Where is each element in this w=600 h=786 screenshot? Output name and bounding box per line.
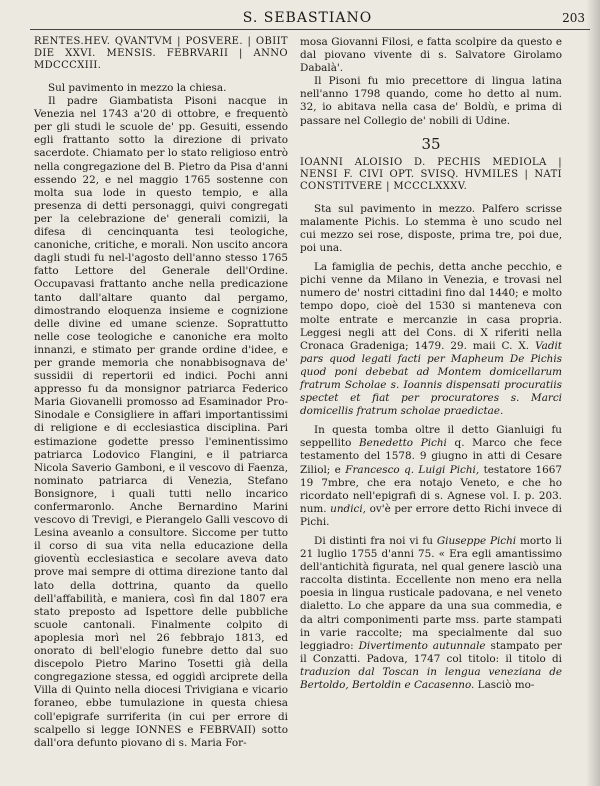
italic-word: undici, [330, 502, 366, 515]
family-history [300, 261, 562, 418]
page-gutter-shadow [586, 0, 600, 786]
burials-text-d: ov'è per errore detto Richi invece di Pichi. [300, 502, 562, 528]
pichi-text-d: Lasciò mo- [477, 679, 535, 692]
work-title: traduzion dal Toscan in lengua veneziana de Bertoldo, Bertoldin e Cacasenno. [300, 665, 562, 692]
work-title: Divertimento autunnale [358, 639, 486, 652]
inscription-end: RENTES.HEV. QVANTVM | POSVERE. | OBIIT DIE XXVI. MENSIS. FEBRVARII | ANNO MDCCCXIII. [34, 36, 288, 71]
running-head [30, 10, 585, 28]
right-column [300, 36, 562, 692]
entry-number: 35 [421, 134, 441, 153]
pisoni-biography: Il padre Giambatista Pisoni nacque in Venezia nel 1743 a'20 di ottobre, e frequentò per gli studi le scuole de' pp. Gesuiti, essendo egli frattanto sotto la direzione di privato sacerdote. Chiamato per lo stato religioso entrò nella congregazione del B. Pietro da Pisa d'anni essendo 22, e nel maggio 1765 sostenne con molta sua lode in questo tempio, e alla presenza di detti personaggi, quivi congregati per la celebrazione de' generali comizii, la difesa di cencinquanta tesi teologiche, canoniche, critiche, e morali. Non uscito ancora dagli studi fu nel-l'agosto dell'anno stesso 1765 fatto Lettore del Generale dell'Ordine. Occupavasi frattanto anche nella predicazione tanto dall'altare quanto dal pergamo, dimostrando eloquenza insieme e cognizione delle divine ed umane scienze. Soprattutto nelle cose teologiche e canoniche era molto innanzi, e stimato per grande ordine d'idee, e per grande memoria che nonabbisognava de' sussidii di repertorii ed indici. Pochi anni appresso fu da monsignor patriarca Federico Maria Giovanelli promosso ad Esaminador Pro-Sinodale e Consigliere in affari importantissimi di religione e di ecclesiastica disciplina. Pari estimazione godette presso l'eminentissimo patriarca Lodovico Flangini, e il patriarca Nicola Saverio Gamboni, e il vescovo di Faenza, nominato patriarca di Venezia, Stefano Bonsignore, i quali tutti nello incarico confermaronlo. Anche Bernardino Marini vescovo di Trevigi, e Pierangelo Galli vescovo di Lesina aveanlo a consultore. Siccome per tutto il corso di sua vita nella educazione della gioventù ecclesiastica e secolare aveva dato prove mai sempre di ottima direzione tanto dal lato della dottrina, quanto da quello dell'affabilità, e maniera, così fin dal 1807 era stato preposto ad Ispettore delle pubbliche scuole cantonali. Finalmente colpito di apoplesia morì nel 26 febbrajo 1813, ed onorato di bell'elogio funebre detto dal suo discepolo Pietro Marino Tosetti già della congregazione stessa, ed oggidì arciprete della Villa di Quinto nella diocesi Trivigiana e vicario foraneo, ebbe tumulazione in questa chiesa coll'epigrafe surriferita (in cui per errore di scalpello si legge IONNES e FEBRVAII) sotto dall'ora defunto piovano di s. Maria For- [34, 95, 289, 749]
inscription-pechis: IOANNI ALOISIO D. PECHIS MEDIOLA | NENSI F. CIVI OPT. SVISQ. HVMILES | NATI CONSTITVERE | MCCCLXXXV. [300, 156, 562, 192]
pichi-text-c: stampato per il Conzatti. Padova, 1747 col titolo: il titolo di [300, 639, 563, 665]
family-history-text: La famiglia de pechis, detta anche pecchio, e pichi venne da Milano in Venezia, e trovasi nel numero de' nostri cittadini fino dal 1440; e molto tempo dopo, cioè del 1530 si manteneva con molte entrate e mercanzie in casa propria. Leggesi negli att del Cons. di X riferiti nella Cronaca Gradeniga; 1479. 29. maii C. X. [300, 261, 562, 352]
burials-text-c: testatore 1667 19 7mbre, che era notajo Veneto, e che ho ricordato nell'epigrafi di s. Agnese vol. I. p. 203. num. [300, 463, 562, 515]
biography-continuation: mosa Giovanni Filosi, e fatta scolpire da questo e dal piovano vivente di s. Salvatore Girolamo Dabalà'. [300, 36, 562, 75]
person-name: Benedetto Pichi [359, 437, 447, 450]
person-name: Giuseppe Pichi [436, 535, 517, 547]
pichi-text-b: morto li 21 luglio 1755 d'anni 75. « Era egli amantissimo dell'antichità figurata, nel qual genere lasciò una raccolta distinta. Eccellente non meno era nella poesia in lingua rusticale padovana, e nel veneto dialetto. Lo che appare da una sua commedia, e da altri componimenti parte mss. parte stampati in varie raccolte; ma specialmente dal suo leggiadro: [300, 535, 562, 652]
location-note: Sul pavimento in mezzo la chiesa. [48, 82, 227, 94]
tomb-description: Sta sul pavimento in mezzo. Palfero scrisse malamente Pichis. Lo stemma è uno scudo nel cui mezzo sei rose, disposte, prima tre, poi due, poi una. [300, 202, 562, 255]
page-number: 203 [562, 11, 585, 25]
latin-quote: Vadit pars quod legati facti per Mapheum De Pichis quod poni debebat ad Montem domicellarum fratrum Scholae s. Ioannis dispensati procuratiis spectet et fiat per procuratores s. Marci domicellis fratrum scholae praedictae. [300, 339, 562, 418]
running-title: S. SEBASTIANO [242, 10, 373, 26]
giuseppe-pichi-paragraph [300, 535, 562, 692]
pichi-text-a: Di distinti fra noi vi fu [314, 535, 433, 547]
burials-text-a: In questa tomba oltre il detto Gianluigi fu seppellito [300, 424, 562, 450]
burials-text-b: q. Marco che fece testamento del 1578. 9 giugno in atti di Cesare Ziliol; e [300, 437, 562, 476]
author-note: Il Pisoni fu mio precettore di lingua latina nell'anno 1798 quando, come ho detto al num. 32, io abitava nella casa de' Boldù, e prima di passare nel Collegio de' nobili di Udine. [300, 75, 562, 127]
person-name: Francesco q. Luigi Pichi, [345, 463, 480, 476]
burials-paragraph [300, 424, 562, 529]
header-rule [30, 29, 590, 30]
left-column [34, 36, 288, 750]
